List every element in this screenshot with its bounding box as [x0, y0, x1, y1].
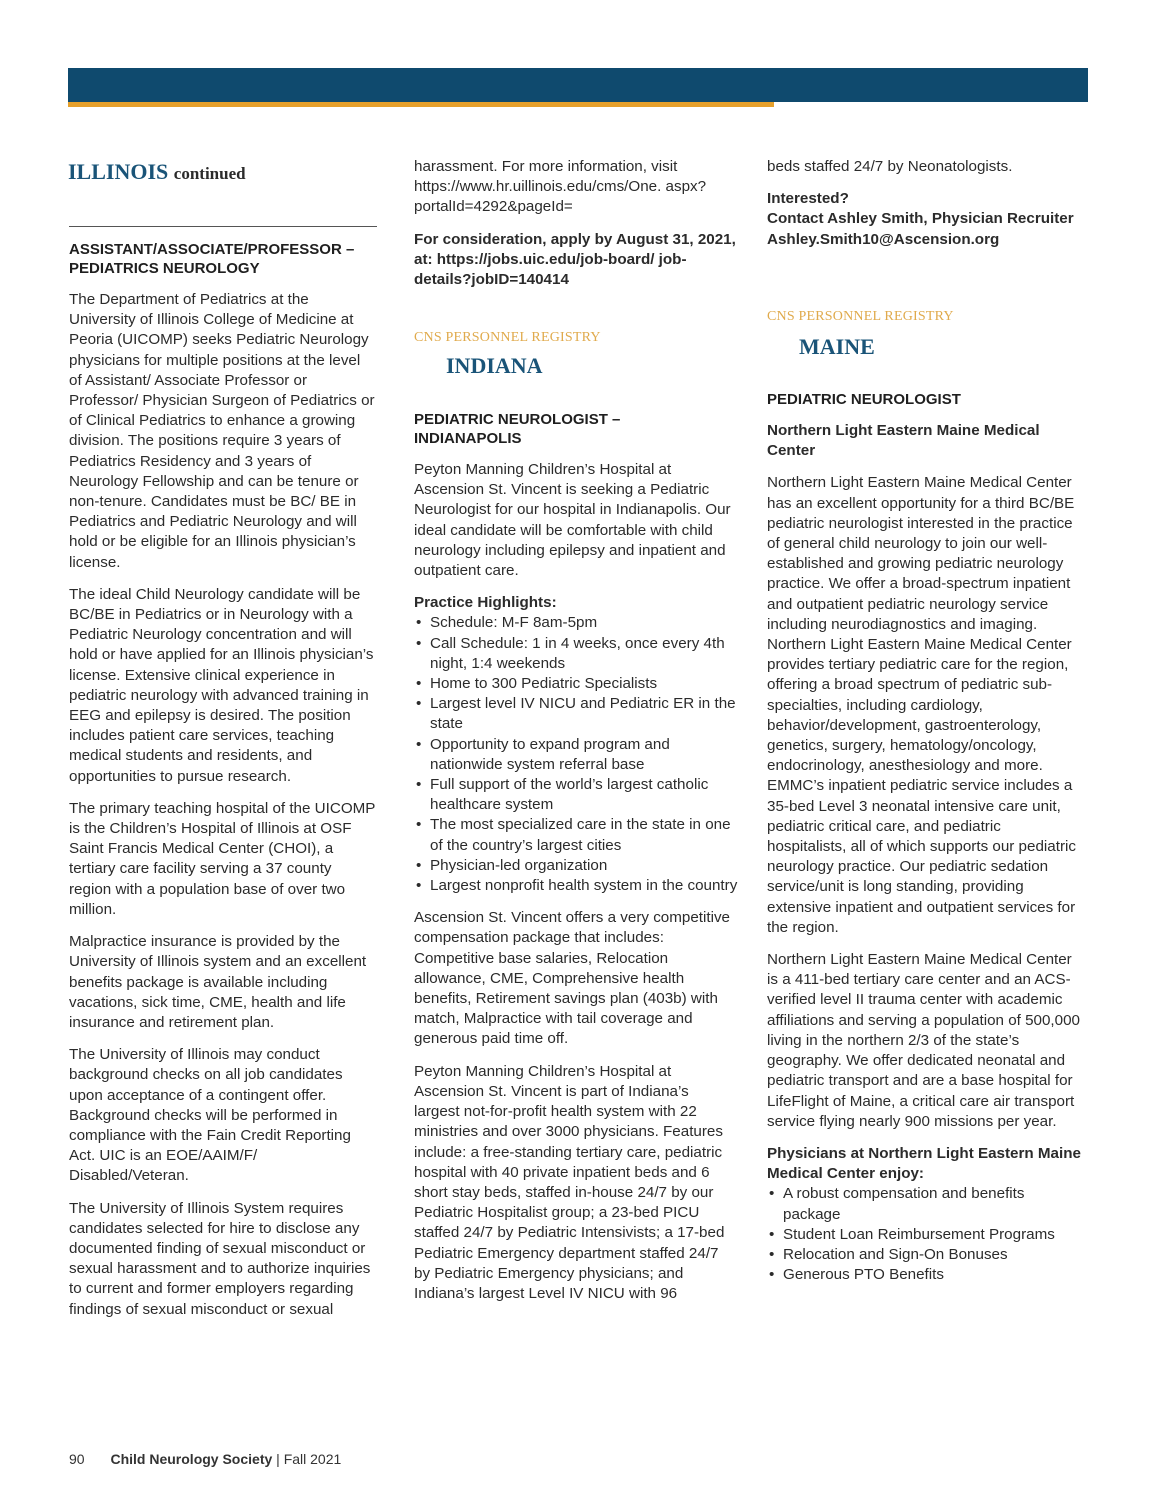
paragraph: The ideal Child Neurology candidate will be BC/BE in Pediatrics or in Neurology with a Pediatric Neurology concentration and will hold or have applied for an Illinois physician’s license. Extensive clinical experience in pediatric neurology with advanced training in EEG and epilepsy is desired. The position includes patient care services, teaching medical students and residents, and opportunities to pursue research.	[69, 585, 374, 785]
paragraph: The University of Illinois System requires candidates selected for hire to disclose any documented finding of sexual misconduct or sexual harassment and to authorize inquiries to current and former employers regarding findings of sexual misconduct or sexual	[69, 1199, 371, 1318]
list-item: • Relocation and Sign-On Bonuses	[767, 1245, 1082, 1265]
page-number: 90	[69, 1451, 85, 1467]
job-title: PEDIATRIC NEUROLOGIST – INDIANAPOLIS	[414, 411, 621, 447]
list-item: • Generous PTO Benefits	[767, 1265, 1082, 1285]
contact-email: Ashley.Smith10@Ascension.org	[767, 230, 1000, 248]
list-item: • A robust compensation and benefits package	[767, 1184, 1082, 1224]
contact-name: Contact Ashley Smith, Physician Recruiter	[767, 210, 1074, 228]
list-item: • Student Loan Reimbursement Programs	[767, 1225, 1082, 1245]
state-heading-maine: MAINE	[799, 334, 875, 359]
job-title: ASSISTANT/ASSOCIATE/PROFESSOR – PEDIATRICS NEUROLOGY	[69, 241, 355, 277]
registry-label: CNS PERSONNEL REGISTRY	[767, 309, 954, 324]
issue-label: | Fall 2021	[276, 1451, 342, 1467]
paragraph: Ascension St. Vincent offers a very competitive compensation package that includes: Competitive base salaries, Relocation allowance, CME, Comprehensive health benefits, Retirement savings plan (403b) with match, Malpractice with tail coverage and generous paid time off.	[414, 909, 731, 1048]
state-suffix: continued	[173, 164, 246, 183]
header-accent-line	[68, 102, 774, 107]
list-item: • Opportunity to expand program and nationwide system referral base	[414, 735, 738, 775]
section-divider	[69, 226, 377, 227]
column-3	[767, 157, 1082, 250]
job-title: PEDIATRIC NEUROLOGIST	[767, 391, 961, 408]
paragraph: beds staffed 24/7 by Neonatologists.	[767, 158, 1013, 175]
paragraph: The primary teaching hospital of the UICOMP is the Children’s Hospital of Illinois at OSF Saint Francis Medical Center (CHOI), a tertiary care facility serving a 37 county region with a population base of over two million.	[69, 799, 376, 918]
apply-instructions: For consideration, apply by August 31, 2021, at: https://jobs.uic.edu/job-board/ job-details?jobID=140414	[414, 230, 736, 289]
paragraph: Peyton Manning Children’s Hospital at Ascension St. Vincent is part of Indiana’s largest not-for-profit health system with 22 ministries and over 3000 physicians. Features include: a free-standing tertiary care, pediatric hospital with 40 private inpatient beds and 6 short stay beds, staffed in-house 24/7 by our Pediatric Hospitalist group; a 23-bed PICU staffed 24/7 by Pediatric Intensivists; a 17-bed Pediatric Emergency department staffed 24/7 by Pediatric Emergency physicians; and Indiana’s largest Level IV NICU with 96	[414, 1062, 725, 1302]
highlights-heading: Practice Highlights:	[414, 594, 557, 612]
interested-heading: Interested?	[767, 190, 849, 208]
list-item: • Largest nonprofit health system in the country	[414, 876, 738, 896]
paragraph: Peyton Manning Children’s Hospital at Ascension St. Vincent is seeking a Pediatric Neurologist for our hospital in Indianapolis. Our ideal candidate will be comfortable with child neurology including epilepsy and inpatient and outpatient care.	[414, 461, 731, 580]
state-heading-indiana: INDIANA	[446, 353, 543, 378]
state-name: ILLINOIS	[68, 159, 169, 184]
list-item: • Call Schedule: 1 in 4 weeks, once every 4th night, 1:4 weekends	[414, 634, 738, 674]
paragraph: The Department of Pediatrics at the University of Illinois College of Medicine at Peoria (UICOMP) seeks Pediatric Neurology physicians for multiple positions at the level of Assistant/ Associate Professor or Professor/ Physician Surgeon of Pediatrics or of Clinical Pediatrics to enhance a growing division. The positions require 3 years of Pediatrics Residency and 3 years of Neurology Fellowship and can be tenure or non-tenure. Candidates must be BC/ BE in Pediatrics and Pediatric Neurology and will hold or be eligible for an Illinois physician’s license.	[69, 291, 375, 571]
registry-label: CNS PERSONNEL REGISTRY	[414, 330, 601, 345]
employer-name: Northern Light Eastern Maine Medical Center	[767, 422, 1040, 460]
list-item: • Schedule: M-F 8am-5pm	[414, 613, 738, 633]
paragraph: Northern Light Eastern Maine Medical Center is a 411-bed tertiary care center and an ACS-verified level II trauma center with academic affiliations and serving a population of 500,000 living in the northern 2/3 of the state’s geography. We offer dedicated neonatal and pediatric transport and are a base hospital for LifeFlight of Maine, a critical care air transport service flying nearly 900 missions per year.	[767, 951, 1080, 1130]
paragraph: The University of Illinois may conduct background checks on all job candidates upon acceptance of a contingent offer. Background checks will be performed in compliance with the Fain Credit Reporting Act. UIC is an EOE/AAIM/F/ Disabled/Veteran.	[69, 1046, 351, 1185]
column-3-listing	[767, 390, 1082, 1285]
highlights-list	[414, 613, 738, 896]
header-bar	[68, 68, 1088, 102]
benefits-list	[767, 1184, 1082, 1285]
list-item: • Full support of the world’s largest catholic healthcare system	[414, 775, 738, 815]
paragraph: harassment. For more information, visit https://www.hr.uillinois.edu/cms/One. aspx?portalId=4292&pageId=	[414, 158, 707, 216]
list-item: • Home to 300 Pediatric Specialists	[414, 674, 738, 694]
list-item: • The most specialized care in the state in one of the country’s largest cities	[414, 815, 738, 855]
list-item: • Largest level IV NICU and Pediatric ER in the state	[414, 694, 738, 734]
benefits-heading: Physicians at Northern Light Eastern Maine Medical Center enjoy:	[767, 1144, 1081, 1183]
column-1	[69, 240, 377, 1332]
column-2	[414, 157, 738, 302]
paragraph: Northern Light Eastern Maine Medical Center has an excellent opportunity for a third BC/BE pediatric neurologist interested in the practice of general child neurology to join our well-established and growing pediatric neurology practice. We offer a broad-spectrum inpatient and outpatient pediatric neurology service including neurodiagnostics and imaging. Northern Light Eastern Maine Medical Center provides tertiary pediatric care for the region, offering a broad spectrum of pediatric sub-specialties, including cardiology, behavior/development, gastroenterology, genetics, surgery, hematology/oncology, endocrinology, anesthesiology and more. EMMC’s inpatient pediatric service includes a 35-bed Level 3 neonatal intensive care unit, pediatric critical care, and pediatric hospitalists, all of which supports our pediatric neurology practice. Our pediatric sedation service/unit is long standing, providing extensive inpatient and outpatient services for the region.	[767, 474, 1076, 936]
paragraph: Malpractice insurance is provided by the University of Illinois system and an excellent benefits package is available including vacations, sick time, CME, health and life insurance and retirement plan.	[69, 933, 367, 1031]
column-2-listing	[414, 410, 738, 1316]
page-footer	[69, 1451, 341, 1467]
publication-name: Child Neurology Society	[110, 1451, 273, 1467]
state-heading-illinois	[68, 159, 246, 185]
list-item: • Physician-led organization	[414, 856, 738, 876]
